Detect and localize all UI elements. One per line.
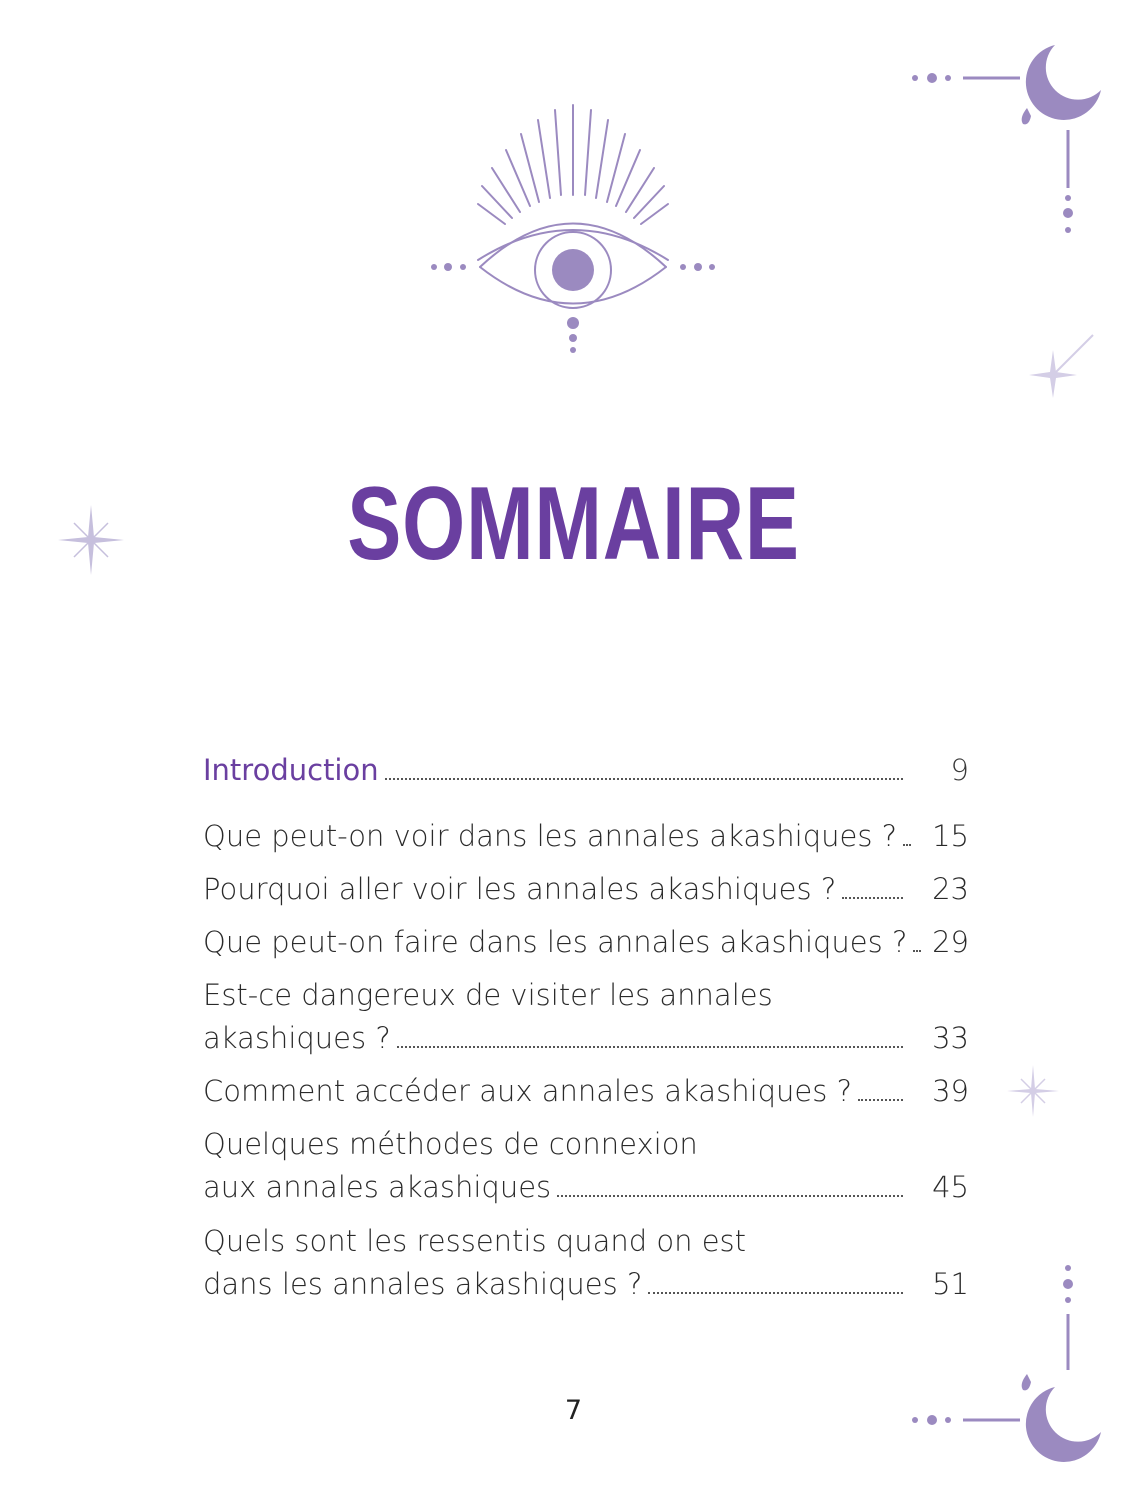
toc-entry-label: aux annales akashiques xyxy=(203,1170,552,1204)
crescent-moon-icon xyxy=(905,40,1115,240)
dot-leader xyxy=(557,1195,903,1197)
toc-page-number: 51 xyxy=(932,1267,969,1301)
toc-page-number: 45 xyxy=(932,1170,969,1204)
toc-entry-label-first-line: Quelques méthodes de connexion xyxy=(203,1127,698,1161)
toc-entry-label: akashiques ? xyxy=(203,1021,391,1055)
toc-entry[interactable] xyxy=(203,921,969,964)
toc-entry[interactable] xyxy=(203,1070,969,1113)
toc-entry[interactable] xyxy=(203,815,969,858)
dot-leader xyxy=(648,1292,903,1294)
dot-leader xyxy=(397,1046,903,1048)
dot-leader xyxy=(385,778,903,780)
toc-entry[interactable] xyxy=(203,1220,969,1306)
dot-leader xyxy=(903,844,911,846)
toc-page-number: 39 xyxy=(932,1074,969,1108)
page-number: 7 xyxy=(564,1395,583,1426)
toc-entry-label: dans les annales akashiques ? xyxy=(203,1267,643,1301)
toc-entry-label-first-line: Est-ce dangereux de visiter les annales xyxy=(203,978,773,1012)
toc-entry[interactable] xyxy=(203,749,969,792)
toc-page-number: 29 xyxy=(932,925,969,959)
dot-leader xyxy=(913,950,921,952)
toc-entry-label: Pourquoi aller voir les annales akashiques ? xyxy=(203,872,837,906)
sparkle-star-icon xyxy=(1007,1065,1059,1117)
dot-leader xyxy=(842,897,903,899)
dot-leader xyxy=(858,1099,903,1101)
toc-entry-label-first-line: Quels sont les ressentis quand on est xyxy=(203,1224,747,1258)
toc-page-number: 23 xyxy=(932,872,969,906)
sparkle-star-icon xyxy=(58,505,124,575)
toc-page-number: 9 xyxy=(950,753,969,787)
toc-page-number: 33 xyxy=(932,1021,969,1055)
toc-entry-label: Que peut-on voir dans les annales akashiques ? xyxy=(203,819,898,853)
toc-entry-label: Comment accéder aux annales akashiques ? xyxy=(203,1074,852,1108)
toc-entry[interactable] xyxy=(203,868,969,911)
toc-page-number: 15 xyxy=(932,819,969,853)
page-title: SOMMAIRE xyxy=(347,466,800,582)
sparkle-star-icon xyxy=(1025,330,1095,400)
toc-entry-label: Que peut-on faire dans les annales akashiques ? xyxy=(203,925,908,959)
toc-entry[interactable] xyxy=(203,974,969,1060)
toc-entry-label: Introduction xyxy=(203,753,379,787)
toc-entry[interactable] xyxy=(203,1123,969,1209)
eye-icon xyxy=(420,100,730,360)
